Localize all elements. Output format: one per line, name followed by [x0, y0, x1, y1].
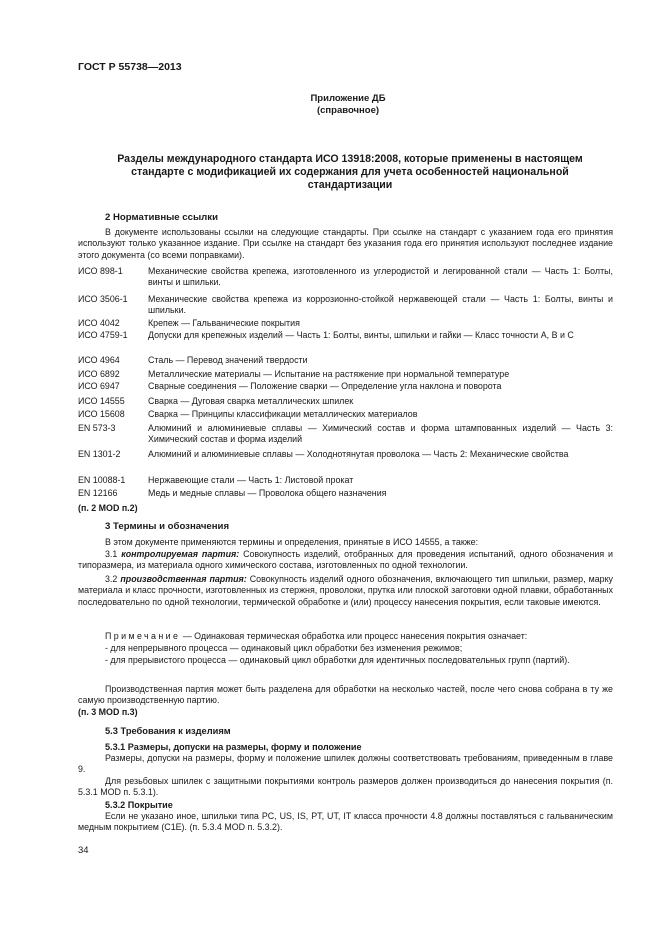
note	[105, 631, 527, 642]
reference-code: ИСО 4042	[78, 318, 120, 328]
section-3-heading: 3 Термины и обозначения	[105, 521, 230, 532]
section-3-intro: В этом документе применяются термины и определения, принятые в ИСО 14555, а также:	[105, 537, 479, 547]
reference-title: Алюминий и алюминиевые сплавы — Химический состав и форма штампованных изделий — Часть 3: Химический состав и форма изделий	[148, 423, 613, 445]
reference-code: ИСО 4964	[78, 355, 120, 365]
section-2-intro: В документе использованы ссылки на следующие стандарты. При ссылке на стандарт с указанием года его принятия используют только указанное издание. При ссылке на стандарт без указания года его принятия используют последнее издание этого документа (со всеми поправками).	[78, 227, 613, 260]
document-title-line: Разделы международного стандарта ИСО 13918:2008, которые применены в настоящем	[117, 153, 583, 165]
reference-item	[78, 369, 613, 380]
reference-title: Сварные соединения — Положение сварки — Определение угла наклона и поворота	[148, 381, 502, 391]
section-2-mod: (п. 2 MOD п.2)	[78, 503, 138, 513]
reference-item	[78, 381, 613, 392]
reference-code: ИСО 3506-1	[78, 294, 128, 304]
reference-title: Сварка — Дуговая сварка металлических шпилек	[148, 396, 354, 406]
reference-item	[78, 330, 613, 341]
reference-code: EN 573-3	[78, 423, 116, 433]
term-definition: Совокупность изделий, отобранных для проведения испытаний, одного обозначения и типоразмера, из материала одного химического состава, изготовленных по одной технологии.	[78, 549, 613, 571]
reference-code: ИСО 6947	[78, 381, 120, 391]
section-3-mod: (п. 3 MOD п.3)	[78, 707, 138, 717]
reference-item	[78, 488, 613, 499]
reference-title: Допуски для крепежных изделий — Часть 1: Болты, винты, шпильки и гайки — Класс точности А, В и С	[148, 330, 574, 340]
term-definition: Совокупность изделий одного обозначения, включающего тип шпильки, размер, марку материала и класс прочности, изготовленных из стержня, проволоки, прутка или плоской заготовки одной плавки, обработанных последовательно по одной технологии, термической обработке и (или) процессу нанесения покрытия, если таковые имеются.	[78, 574, 613, 607]
reference-title: Механические свойства крепежа, изготовленного из углеродистой и легированной стали — Часть 1: Болты, винты и шпильки.	[148, 266, 613, 288]
paragraph: Размеры, допуски на размеры, форму и положение шпилек должны соответствовать требованиям, приведенным в главе 9.	[78, 753, 613, 775]
term-number: 3.2	[105, 574, 118, 584]
term-number: 3.1	[105, 549, 118, 559]
term-3-1	[78, 549, 613, 572]
reference-code: ИСО 14555	[78, 396, 125, 406]
document-title-line: стандарте с модификацией их содержания для учета особенностей национальной	[131, 166, 569, 178]
reference-code: EN 12166	[78, 488, 118, 498]
reference-code: ИСО 898-1	[78, 266, 123, 276]
document-header: ГОСТ Р 55738—2013	[78, 61, 182, 73]
note-label: Примечание	[105, 631, 181, 641]
reference-item	[78, 409, 613, 420]
reference-title: Нержавеющие стали — Часть 1: Листовой прокат	[148, 475, 354, 485]
reference-item	[78, 355, 613, 366]
reference-item	[78, 475, 613, 486]
section-3-paragraph: Производственная партия может быть разделена для обработки на несколько частей, после чего снова собрана в ту же самую производственную партию.	[78, 684, 613, 706]
reference-item	[78, 396, 613, 407]
reference-code: EN 10088-1	[78, 475, 126, 485]
note-item: - для непрерывного процесса — одинаковый цикл обработки без изменения режимов;	[105, 643, 463, 653]
reference-item	[78, 294, 613, 317]
reference-item	[78, 318, 613, 329]
reference-title: Медь и медные сплавы — Проволока общего назначения	[148, 488, 387, 498]
reference-item	[78, 266, 613, 289]
term-name: производственная партия:	[120, 574, 247, 584]
document-title	[95, 153, 605, 192]
reference-item	[78, 423, 613, 446]
section-2-heading: 2 Нормативные ссылки	[105, 212, 218, 223]
document-title-line: стандартизации	[307, 179, 393, 191]
reference-title: Алюминий и алюминиевые сплавы — Холоднотянутая проволока — Часть 2: Механические свойства	[148, 449, 569, 459]
term-name: контролируемая партия:	[121, 549, 240, 559]
page-number: 34	[78, 845, 89, 856]
reference-code: ИСО 4759-1	[78, 330, 128, 340]
appendix-title: Приложение ДБ	[310, 93, 386, 104]
subsection-5-3-1-heading: 5.3.1 Размеры, допуски на размеры, форму и положение	[105, 742, 362, 752]
appendix-subtitle: (справочное)	[316, 105, 380, 116]
reference-title: Сталь — Перевод значений твердости	[148, 355, 308, 365]
term-3-2	[78, 574, 613, 608]
reference-code: ИСО 15608	[78, 409, 125, 419]
section-5-3-heading: 5.3 Требования к изделиям	[105, 726, 231, 736]
reference-title: Сварка — Принципы классификации металлических материалов	[148, 409, 418, 419]
reference-title: Металлические материалы — Испытание на растяжение при нормальной температуре	[148, 369, 510, 379]
reference-title: Механические свойства крепежа из коррозионно-стойкой нержавеющей стали — Часть 1: Болты, винты и шпильки.	[148, 294, 613, 316]
subsection-5-3-2-heading: 5.3.2 Покрытие	[105, 800, 173, 810]
paragraph: Если не указано иное, шпильки типа PC, US, IS, PT, UT, IT класса прочности 4.8 должны поставляться с гальваническим медным покрытием (C1E). (п. 5.3.4 MOD п. 5.3.2).	[78, 811, 613, 833]
paragraph: Для резьбовых шпилек с защитными покрытиями контроль размеров должен производиться до нанесения покрытия (п. 5.3.1 MOD п. 5.3.1).	[78, 776, 613, 798]
note-item: - для прерывистого процесса — одинаковый цикл обработки для идентичных последовательных групп (партий).	[105, 655, 570, 665]
reference-code: ИСО 6892	[78, 369, 120, 379]
reference-item	[78, 449, 613, 460]
note-text: — Одинаковая термическая обработка или процесс нанесения покрытия означает:	[180, 631, 528, 641]
reference-title: Крепеж — Гальванические покрытия	[148, 318, 300, 328]
reference-code: EN 1301-2	[78, 449, 121, 459]
